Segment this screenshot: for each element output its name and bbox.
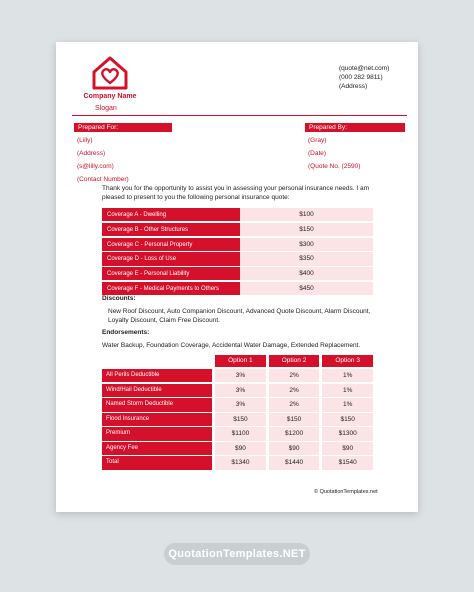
coverage-label: Coverage B - Other Structures xyxy=(102,223,240,237)
table-cell: 1% xyxy=(322,398,373,411)
table-row xyxy=(102,413,373,426)
row-label: Agency Fee xyxy=(102,442,212,455)
row-label: Wind/Hail Deductible xyxy=(102,384,212,397)
table-row xyxy=(102,456,373,469)
company-logo xyxy=(80,54,140,100)
coverage-table xyxy=(102,208,373,297)
row-label: Premium xyxy=(102,427,212,440)
coverage-value: $150 xyxy=(240,223,373,237)
client-email: (s@lilly.com) xyxy=(77,163,114,170)
coverage-label: Coverage D - Loss of Use xyxy=(102,252,240,266)
company-phone: (000 282 9811) xyxy=(339,74,383,81)
table-cell: 3% xyxy=(215,369,266,382)
table-row xyxy=(102,369,373,382)
coverage-value: $400 xyxy=(240,267,373,281)
options-table xyxy=(102,355,373,471)
header-divider xyxy=(72,115,407,116)
discounts-heading: Discounts: xyxy=(102,295,136,302)
table-cell: $1200 xyxy=(269,427,320,440)
table-cell: 1% xyxy=(322,384,373,397)
table-cell: $90 xyxy=(322,442,373,455)
coverage-label: Coverage F - Medical Payments to Others xyxy=(102,282,240,296)
table-cell: 3% xyxy=(215,398,266,411)
prepared-for-label: Prepared For: xyxy=(74,123,172,132)
coverage-value: $350 xyxy=(240,252,373,266)
table-row xyxy=(102,282,373,296)
table-cell: $90 xyxy=(215,442,266,455)
column-header: Option 1 xyxy=(215,355,266,367)
company-name: Company Name xyxy=(83,93,137,100)
company-slogan: Slogan xyxy=(95,105,117,112)
table-row xyxy=(102,427,373,440)
table-row xyxy=(102,384,373,397)
coverage-label: Coverage A - Dwelling xyxy=(102,208,240,222)
coverage-value: $300 xyxy=(240,238,373,252)
table-cell: $150 xyxy=(269,413,320,426)
quote-document xyxy=(56,42,418,512)
table-cell: 2% xyxy=(269,384,320,397)
client-contact: (Contact Number) xyxy=(77,176,129,183)
table-cell: 2% xyxy=(269,398,320,411)
coverage-label: Coverage E - Personal Liability xyxy=(102,267,240,281)
prepared-for-details xyxy=(77,134,129,186)
row-label: Named Storm Deductible xyxy=(102,398,212,411)
client-address: (Address) xyxy=(77,150,106,157)
table-cell: $150 xyxy=(322,413,373,426)
preparer-name: (Gray) xyxy=(308,137,327,144)
row-label: All Perils Deductible xyxy=(102,369,212,382)
table-row xyxy=(102,238,373,252)
quote-number: (Quote No. (2590) xyxy=(308,163,361,170)
prepared-by-label: Prepared By: xyxy=(305,123,405,132)
table-row xyxy=(102,398,373,411)
endorsements-text: Water Backup, Foundation Coverage, Accidental Water Damage, Extended Replacement. xyxy=(102,342,361,349)
table-cell: $150 xyxy=(215,413,266,426)
table-row xyxy=(102,267,373,281)
table-cell: $1300 xyxy=(322,427,373,440)
intro-text: Thank you for the opportunity to assist you in assessing your personal insurance needs. I am pleased to present to you the following personal insurance quote: xyxy=(102,185,370,201)
company-address: (Address) xyxy=(339,83,368,90)
house-heart-icon xyxy=(88,54,132,92)
discounts-text: New Roof Discount, Auto Companion Discount, Advanced Quote Discount, Alarm Discount, Loyalty Discount, Claim Free Discount. xyxy=(108,308,371,324)
prepared-by-details xyxy=(308,134,360,173)
table-cell: 1% xyxy=(322,369,373,382)
table-row xyxy=(102,252,373,266)
table-cell: $1440 xyxy=(269,456,320,469)
quote-date: (Date) xyxy=(308,150,327,157)
table-row xyxy=(102,442,373,455)
table-cell: 2% xyxy=(269,369,320,382)
footer-credit: © QuotationTemplates.net xyxy=(314,489,378,495)
coverage-value: $100 xyxy=(240,208,373,222)
table-cell: $90 xyxy=(269,442,320,455)
table-cell: $1340 xyxy=(215,456,266,469)
site-watermark: QuotationTemplates.NET xyxy=(164,543,310,565)
row-label: Total xyxy=(102,456,212,469)
coverage-label: Coverage C - Personal Property xyxy=(102,238,240,252)
table-row xyxy=(102,223,373,237)
column-header: Option 2 xyxy=(269,355,320,367)
endorsements-heading: Endorsements: xyxy=(102,329,150,336)
column-header: Option 3 xyxy=(322,355,373,367)
client-name: (Lilly) xyxy=(77,137,93,144)
table-cell: $1100 xyxy=(215,427,266,440)
options-header xyxy=(102,355,373,367)
table-cell: 3% xyxy=(215,384,266,397)
company-contact xyxy=(339,64,389,91)
table-cell: $1540 xyxy=(322,456,373,469)
company-email: (quote@net.com) xyxy=(339,65,390,72)
table-row xyxy=(102,208,373,222)
row-label: Flood Insurance xyxy=(102,413,212,426)
coverage-value: $450 xyxy=(240,282,373,296)
